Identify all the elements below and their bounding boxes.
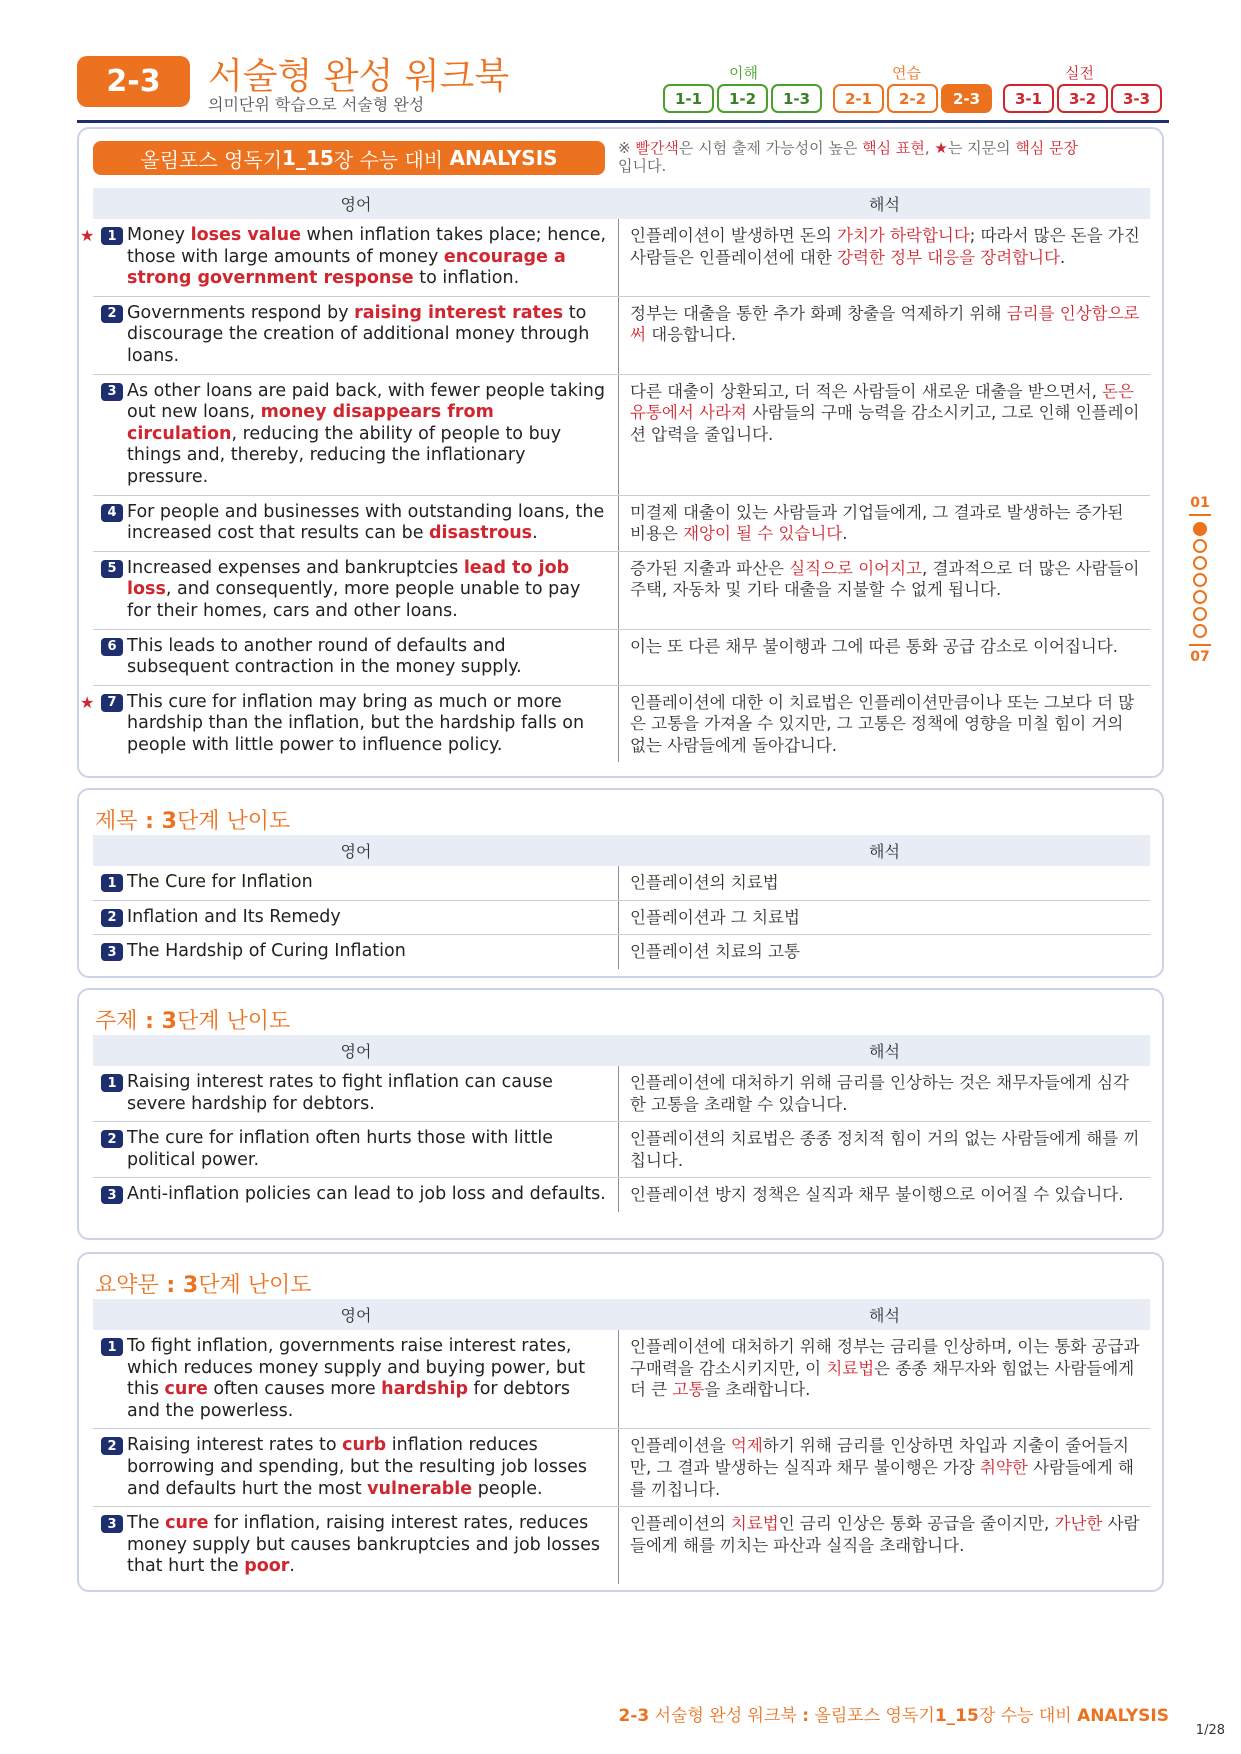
korean-text: 을 초래합니다.: [704, 1380, 811, 1400]
step-nav-practice: [833, 84, 992, 113]
english-text: when inflation takes place; hence, those with large amounts of money: [127, 225, 607, 267]
english-text: As other loans are paid back, with fewer people taking out new loans,: [127, 380, 605, 423]
key-expression-korean: 가치가 하락합니다: [837, 226, 970, 245]
row-number-badge: 4: [101, 504, 123, 522]
korean-cell: [619, 686, 1150, 763]
key-expression: cure: [164, 1379, 208, 1400]
korean-cell: [619, 1122, 1150, 1177]
note-text: 는 지문의: [947, 139, 1016, 157]
table-row: [93, 1178, 1150, 1212]
table-row: [80, 686, 1150, 763]
korean-cell: [619, 935, 1150, 969]
section-heading: [95, 804, 290, 835]
key-expression: disastrous: [429, 523, 533, 544]
group-label-practice: 연습: [892, 64, 921, 82]
analysis-title-range: 1_15: [282, 146, 334, 170]
english-text: , and consequently, more people unable to pay for their homes, cars and other loans.: [127, 579, 581, 621]
english-cell: [93, 1066, 619, 1121]
theme-rows: [93, 1066, 1150, 1212]
korean-text: 인플레이션에 대처하기 위해 금리를 인상하는 것은 채무자들에게 심각한 고통을 초래할 수 있습니다.: [630, 1073, 1129, 1114]
english-text: .: [289, 1556, 295, 1577]
step-tab-2-3[interactable]: 2-3: [941, 84, 992, 113]
korean-cell: [619, 219, 1150, 296]
step-tab-3-2[interactable]: 3-2: [1057, 84, 1108, 113]
footer-colon: :: [802, 1706, 810, 1726]
footer-text: 올림포스 영독기: [809, 1706, 935, 1726]
table-row: [93, 375, 1150, 496]
key-expression-korean: 재앙이 될 수 있습니다: [683, 524, 843, 544]
english-text: The Cure for Inflation: [127, 872, 313, 892]
key-expression-korean: 억제: [730, 1436, 763, 1456]
english-text: Raising interest rates to fight inflation can cause severe hardship for debtors.: [127, 1072, 553, 1114]
step-tab-1-2[interactable]: 1-2: [717, 84, 768, 113]
english-text: Money: [127, 225, 191, 245]
key-expression-korean: 치료법: [730, 1514, 779, 1534]
step-tab-3-3[interactable]: 3-3: [1111, 84, 1162, 113]
section-heading: [95, 1268, 311, 1299]
korean-text: 하기 위해 금리를 인상하면 차입과 지출이 줄어들지만, 그 결과 발생하는 실직과 채무 불이행은 가장: [630, 1436, 1129, 1477]
progress-dot[interactable]: [1193, 624, 1207, 638]
english-cell: [93, 552, 619, 629]
english-text: Inflation and Its Remedy: [127, 906, 341, 927]
table-row: [93, 901, 1150, 936]
korean-text: 사람들에게 해를 끼칩니다.: [630, 1457, 1134, 1499]
step-tab-1-3[interactable]: 1-3: [771, 84, 822, 113]
section-label: 제목: [95, 809, 138, 834]
table-header: [93, 188, 1150, 219]
english-cell: [80, 219, 619, 296]
progress-dot[interactable]: [1193, 522, 1207, 536]
korean-text: 인플레이션이 발생하면 돈의: [630, 226, 838, 245]
progress-dot[interactable]: [1193, 539, 1207, 553]
note-key-expression: 핵심 표현: [862, 139, 925, 157]
korean-cell: [619, 630, 1150, 685]
key-expression-korean: 취약한: [980, 1457, 1028, 1477]
step-tab-1-1[interactable]: 1-1: [663, 84, 714, 113]
english-cell: [93, 866, 619, 900]
table-header: [93, 835, 1150, 866]
english-cell: [93, 1429, 619, 1506]
english-text: , reducing the ability of people to buy things and, thereby, reducing the inflationary pressure.: [127, 423, 562, 487]
row-number-badge: 1: [101, 1074, 123, 1092]
progress-dot[interactable]: [1193, 607, 1207, 621]
side-nav-end: 07: [1190, 649, 1210, 665]
title-rows: [93, 866, 1150, 969]
key-expression: poor: [244, 1556, 290, 1577]
star-icon: ★: [80, 226, 95, 245]
korean-text: 미결제 대출이 있는 사람들과 기업들에게, 그 결과로 발생하는 증가된 비용은: [630, 502, 1124, 544]
key-expression: lead to job loss: [127, 557, 570, 600]
english-text: The cure for inflation often hurts those with little political power.: [127, 1128, 554, 1170]
key-expression-korean: 금리를 인상함으로써: [630, 303, 1140, 345]
korean-text: .: [1059, 247, 1066, 267]
key-expression-korean: 고통: [672, 1380, 705, 1400]
korean-text: 사람들에게 해를 끼치는 파산과 실직을 초래합니다.: [630, 1514, 1140, 1555]
table-row: [93, 496, 1150, 552]
step-tab-3-1[interactable]: 3-1: [1003, 84, 1054, 113]
korean-text: 이는 또 다른 채무 불이행과 그에 따른 통화 공급 감소로 이어집니다.: [630, 636, 1119, 656]
analysis-section: [77, 127, 1164, 778]
english-cell: [93, 1330, 619, 1428]
table-row: [93, 866, 1150, 901]
korean-cell: [619, 375, 1150, 495]
row-number-badge: 5: [101, 560, 123, 578]
english-text: Anti-inflation policies can lead to job loss and defaults.: [127, 1184, 606, 1205]
english-cell: [93, 1178, 619, 1212]
column-header-english: 영어: [340, 1306, 372, 1325]
column-header-english: 영어: [340, 842, 372, 861]
section-level-number: 3: [161, 809, 177, 834]
footer-text: 서술형 완성 워크북: [649, 1706, 803, 1726]
table-row: [93, 935, 1150, 969]
korean-text: .: [842, 524, 848, 544]
section-level-text: 단계 난이도: [198, 1273, 312, 1298]
row-number-badge: 1: [101, 1338, 123, 1356]
side-nav-divider: [1189, 644, 1211, 646]
step-nav-real: [1003, 84, 1162, 113]
korean-text: , 결과적으로 더 많은 사람들이 주택, 자동차 및 기타 대출을 지불할 수 없게 됩니다.: [630, 558, 1140, 600]
korean-cell: [619, 496, 1150, 551]
side-nav-start: 01: [1190, 495, 1210, 511]
english-cell: [93, 935, 619, 969]
summary-rows: [93, 1330, 1150, 1584]
row-number-badge: 2: [101, 909, 123, 927]
note-text: 은 시험 출제 가능성이 높은: [678, 139, 863, 157]
table-row: [93, 297, 1150, 375]
key-expression: money disappears from circulation: [127, 402, 494, 444]
note-red-color: 빨간색: [635, 139, 679, 157]
progress-dot[interactable]: [1193, 590, 1207, 604]
korean-text: 인플레이션에 대처하기 위해 정부는 금리를 인상하며, 이는 통화 공급과 구매력을 감소시키지만, 이: [630, 1337, 1140, 1378]
english-text: Raising interest rates to: [127, 1435, 343, 1456]
english-text: to inflation.: [413, 268, 520, 289]
star-icon: ★: [80, 692, 95, 712]
column-header-korean: 해석: [869, 195, 900, 214]
english-cell: [93, 496, 619, 551]
page-subtitle: 의미단위 학습으로 서술형 완성: [208, 95, 425, 114]
english-text: people.: [472, 1478, 543, 1499]
key-expression-korean: 강력한 정부 대응을 장려합니다: [837, 247, 1060, 267]
row-number-badge: 1: [101, 227, 123, 245]
row-number-badge: 7: [101, 694, 123, 712]
english-text: For people and businesses with outstanding loans, the increased cost that results can be: [127, 501, 605, 544]
note-text: ,: [924, 139, 935, 157]
footer-keyword: ANALYSIS: [1077, 1706, 1169, 1726]
analysis-title-suffix: 장 수능 대비: [333, 147, 450, 172]
theme-section: [77, 988, 1164, 1240]
english-cell: [93, 1122, 619, 1177]
note-symbol: ※: [618, 139, 631, 157]
korean-cell: [619, 1066, 1150, 1121]
english-cell: [93, 901, 619, 935]
row-number-badge: 3: [101, 943, 123, 961]
english-text: to discourage the creation of additional money through loans.: [127, 302, 590, 366]
analysis-title-banner: [93, 141, 605, 175]
english-cell: [93, 375, 619, 495]
group-label-understand: 이해: [729, 64, 758, 82]
note-key-sentence: 핵심 문장: [1015, 139, 1079, 157]
korean-cell: [619, 1330, 1150, 1428]
korean-cell: [619, 1507, 1150, 1584]
korean-text: 인플레이션과 그 치료법: [630, 907, 800, 927]
row-number-badge: 3: [101, 383, 123, 401]
column-header-korean: 해석: [869, 1306, 900, 1325]
row-number-badge: 2: [101, 1437, 123, 1455]
section-level-number: 3: [182, 1273, 199, 1298]
table-row: [93, 1429, 1150, 1507]
korean-text: 인플레이션 방지 정책은 실직과 채무 불이행으로 이어질 수 있습니다.: [630, 1185, 1124, 1205]
korean-text: 정부는 대출을 통한 추가 화폐 창출을 억제하기 위해: [630, 303, 1007, 323]
section-heading: [95, 1004, 290, 1035]
table-row: [93, 630, 1150, 686]
page-number: 1/28: [1195, 1723, 1225, 1738]
key-expression: hardship: [381, 1379, 468, 1400]
section-level-text: 단계 난이도: [176, 1009, 291, 1034]
korean-text: 대응합니다.: [645, 325, 737, 345]
title-section: [77, 788, 1164, 978]
header-divider: [77, 120, 1169, 123]
page-title: 서술형 완성 워크북: [208, 56, 510, 97]
korean-text: 인플레이션의 치료법은 종종 정치적 힘이 거의 없는 사람들에게 해를 끼칩니다.: [630, 1129, 1140, 1170]
footer-code: 2-3: [618, 1706, 650, 1726]
key-expression: curb: [342, 1435, 387, 1456]
legend-note: [618, 139, 1148, 175]
korean-text: ; 따라서 많은 돈을 가진 사람들은 인플레이션에 대한: [630, 226, 1140, 267]
korean-text: 증가된 지출과 파산은: [630, 558, 790, 578]
summary-section: [77, 1252, 1164, 1592]
english-text: This leads to another round of defaults and subsequent contraction in the money supply.: [127, 635, 522, 678]
side-progress-nav: [1185, 495, 1215, 665]
korean-cell: [619, 901, 1150, 935]
key-expression-korean: 돈은 유통에서 사라져: [630, 381, 1134, 423]
lesson-badge: 2-3: [77, 56, 190, 107]
section-label: 주제: [95, 1009, 138, 1034]
table-header: [93, 1299, 1150, 1330]
progress-dot[interactable]: [1193, 556, 1207, 570]
group-label-real: 실전: [1065, 64, 1094, 82]
korean-cell: [619, 552, 1150, 629]
section-label: 요약문: [95, 1273, 159, 1298]
section-level-number: 3: [161, 1009, 177, 1034]
star-icon: ★: [934, 139, 948, 157]
english-text: for inflation, raising interest rates, reduces money supply but causes bankruptcies and job losses that hurt the: [127, 1513, 601, 1577]
key-expression: encourage a strong government response: [127, 246, 566, 289]
analysis-rows: [80, 219, 1150, 762]
table-row: [80, 219, 1150, 297]
english-text: Governments respond by: [127, 302, 355, 323]
table-row: [93, 552, 1150, 630]
section-colon: :: [137, 809, 162, 834]
progress-dot[interactable]: [1193, 573, 1207, 587]
korean-text: 인플레이션 치료의 고통: [630, 942, 800, 962]
progress-dots: [1193, 519, 1207, 641]
table-row: [93, 1507, 1150, 1584]
section-level-text: 단계 난이도: [176, 809, 291, 834]
key-expression-korean: 치료법: [826, 1358, 875, 1378]
english-cell: [93, 1507, 619, 1584]
table-row: [93, 1330, 1150, 1429]
footer-text: 장 수능 대비: [978, 1706, 1078, 1726]
key-expression: vulnerable: [367, 1478, 473, 1499]
korean-text: 인플레이션에 대한 이 치료법은 인플레이션만큼이나 또는 그보다 더 많은 고통을 가져올 수 있지만, 그 고통은 정책에 영향을 미칠 힘이 거의 없는 사람들에게 돌아갑니다.: [630, 692, 1135, 755]
section-colon: :: [137, 1009, 162, 1034]
column-header-english: 영어: [340, 195, 372, 214]
korean-text: 사람들의 구매 능력을 감소시키고, 그로 인해 인플레이션 압력을 줄입니다.: [630, 403, 1140, 444]
korean-text: 다른 대출이 상환되고, 더 적은 사람들이 새로운 대출을 받으면서,: [630, 381, 1103, 401]
row-number-badge: 3: [101, 1186, 123, 1204]
english-cell: [93, 630, 619, 685]
row-number-badge: 6: [101, 638, 123, 656]
key-expression: cure: [165, 1513, 209, 1534]
row-number-badge: 2: [101, 1130, 123, 1148]
english-cell: [80, 686, 619, 763]
english-text: inflation reduces borrowing and spending, but the resulting job losses and defaults hurt the most: [127, 1435, 587, 1499]
key-expression: raising interest rates: [354, 302, 564, 323]
row-number-badge: 1: [101, 874, 123, 892]
key-expression-korean: 가난한: [1054, 1514, 1103, 1534]
korean-cell: [619, 866, 1150, 900]
table-header: [93, 1035, 1150, 1066]
english-text: The: [127, 1513, 166, 1534]
korean-text: 인 금리 인상은 통화 공급을 줄이지만,: [778, 1514, 1055, 1534]
korean-cell: [619, 297, 1150, 374]
english-text: often causes more: [207, 1379, 382, 1400]
korean-cell: [619, 1178, 1150, 1212]
analysis-title-keyword: ANALYSIS: [449, 146, 558, 170]
korean-text: 인플레이션의: [630, 1514, 731, 1534]
korean-text: 인플레이션을: [630, 1436, 731, 1456]
english-text: To fight inflation, governments raise interest rates, which reduces money supply and buying power, but this: [127, 1336, 586, 1400]
side-nav-divider: [1189, 514, 1211, 516]
analysis-title-prefix: 올림포스 영독기: [140, 147, 283, 172]
korean-text: 은 종종 채무자와 힘없는 사람들에게 더 큰: [630, 1358, 1135, 1400]
table-row: [93, 1066, 1150, 1122]
key-expression-korean: 실직으로 이어지고: [789, 558, 922, 578]
note-text: 입니다.: [618, 157, 667, 175]
table-row: [93, 1122, 1150, 1178]
row-number-badge: 3: [101, 1515, 123, 1533]
step-tab-2-1[interactable]: 2-1: [833, 84, 884, 113]
page-footer: [619, 1701, 1169, 1726]
english-text: Increased expenses and bankruptcies: [127, 557, 464, 578]
english-text: The Hardship of Curing Inflation: [127, 941, 406, 962]
footer-range: 1_15: [934, 1706, 979, 1726]
step-nav-understand: [663, 84, 822, 113]
korean-text: 인플레이션의 치료법: [630, 873, 779, 892]
section-colon: :: [158, 1273, 183, 1298]
korean-cell: [619, 1429, 1150, 1506]
key-expression: loses value: [190, 225, 301, 245]
english-cell: [93, 297, 619, 374]
row-number-badge: 2: [101, 305, 123, 323]
column-header-korean: 해석: [869, 842, 900, 861]
english-text: This cure for inflation may bring as much or more hardship than the inflation, but the hardship falls on people with little power to influence policy.: [127, 691, 585, 755]
column-header-english: 영어: [340, 1042, 372, 1061]
english-text: for debtors and the powerless.: [127, 1379, 571, 1421]
step-tab-2-2[interactable]: 2-2: [887, 84, 938, 113]
english-text: .: [532, 523, 538, 544]
column-header-korean: 해석: [869, 1042, 900, 1061]
